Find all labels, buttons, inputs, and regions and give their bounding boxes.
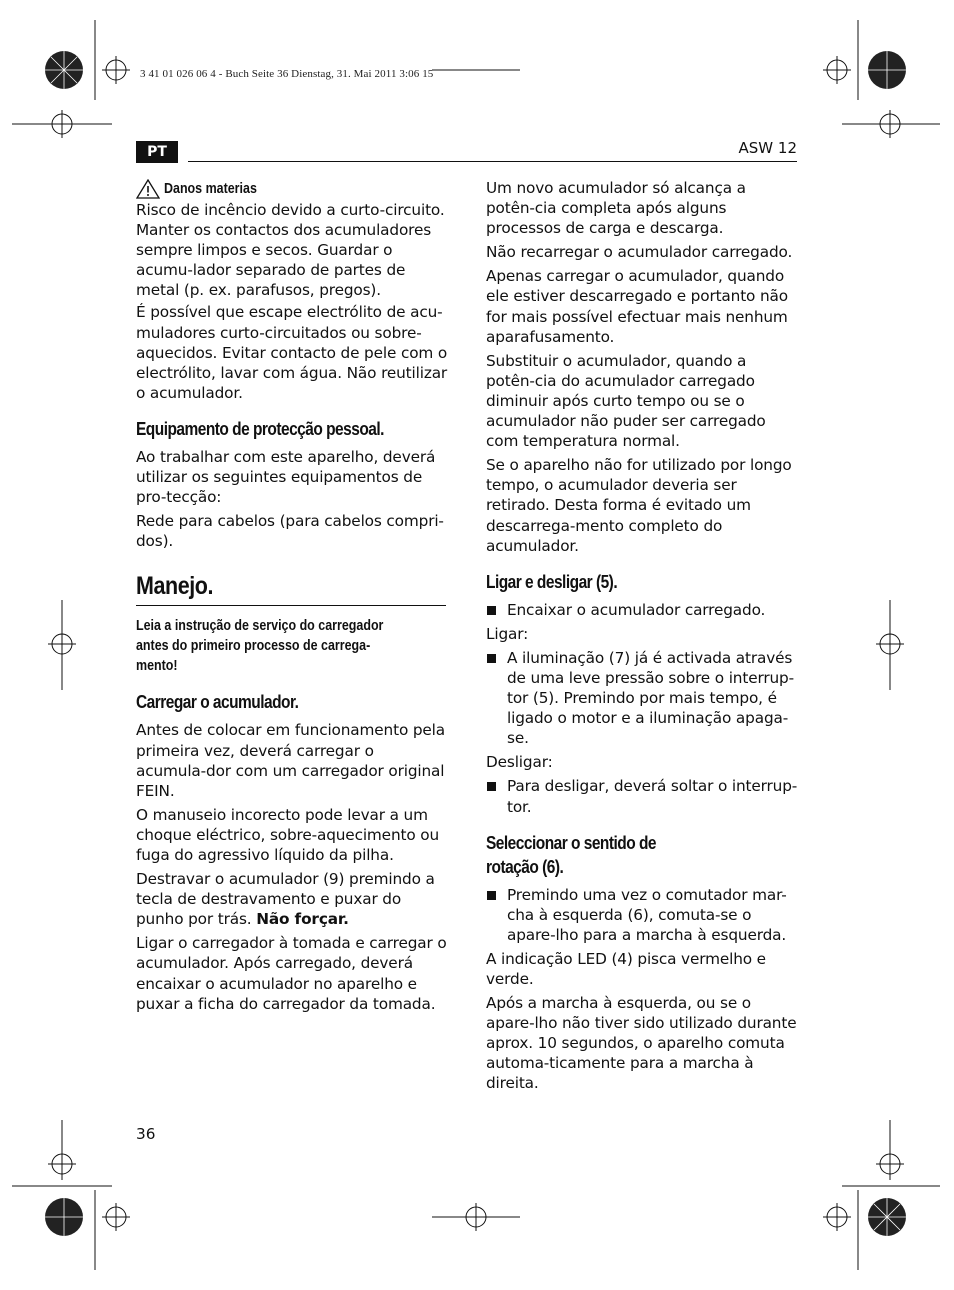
ppe-text-2: Rede para cabelos (para cabelos compri-dos).: [136, 512, 444, 551]
left-column: [136, 178, 448, 1018]
charge-heading: Carregar o acumulador.: [136, 692, 299, 713]
bullet-square-icon: [486, 600, 507, 620]
header-rule: [188, 161, 797, 162]
battery-text-4: Substituir o acumulador, quando a potên-cia do acumulador carregado diminuir após curto tempo ou se o acumulador não puder ser carregado com temperatura normal.: [486, 351, 766, 451]
warning-title: Danos materias: [164, 181, 257, 197]
warning-triangle-icon: [136, 179, 160, 199]
list-item: Encaixar o acumulador carregado.: [486, 600, 798, 620]
charge-text-4: Ligar o carregador à tomada e carregar o acumulador. Após carregado, deverá encaixar o acumulador no aparelho e puxar a ficha do carregador da tomada.: [136, 934, 447, 1013]
led-text: A indicação LED (4) pisca vermelho e verde.: [486, 949, 766, 988]
list-item: A iluminação (7) já é activada através de uma leve pressão sobre o interrup-tor (5). Premindo por mais tempo, é ligado o motor e a iluminação apaga-se.: [486, 648, 798, 748]
charge-text-1: Antes de colocar em funcionamento pela primeira vez, deverá carregar o acumula-dor com um carregador original FEIN.: [136, 721, 446, 800]
ligar-label: Ligar:: [486, 624, 529, 643]
charge-text-3-bold: Não forçar.: [256, 910, 349, 929]
rotation-heading: Seleccionar o sentido de rotação (6).: [486, 832, 656, 877]
warning-text-2: É possível que escape electrólito de acu-muladores curto-circuitados ou sobre-aquecidos. Evitar contacto de pele com o electrólito, lavar com água. Não reutilizar o acumulador.: [136, 303, 448, 402]
battery-text-5: Se o aparelho não for utilizado por longo tempo, o acumulador deveria ser retirado. Desta forma é evitado um descarrega-mento completo do acumulador.: [486, 456, 792, 555]
battery-text-1: Um novo acumulador só alcança a potên-cia completa após alguns processos de carga e descarga.: [486, 179, 746, 238]
charge-text-2: O manuseio incorecto pode levar a um choque eléctrico, sobre-aquecimento ou fuga do agressivo líquido da pilha.: [136, 805, 440, 864]
ppe-text-1: Ao trabalhar com este aparelho, deverá utilizar os seguintes equipamentos de pro-tecção:: [136, 447, 436, 507]
desligar-label: Desligar:: [486, 753, 553, 772]
battery-text-3: Apenas carregar o acumulador, quando ele estiver descarregado e portanto não for mais possível efectuar mais nenhum aparafusamento.: [486, 267, 788, 346]
page-number: 36: [136, 1125, 156, 1143]
bullet-square-icon: [486, 885, 507, 945]
language-badge: PT: [136, 141, 178, 163]
bullet-square-icon: [486, 776, 507, 816]
section-heading-manejo: Manejo.: [136, 572, 214, 601]
onoff-heading: Ligar e desligar (5).: [486, 571, 618, 592]
bullet-square-icon: [486, 648, 507, 748]
section-rule: [136, 605, 446, 606]
warning-heading: [136, 178, 448, 200]
battery-text-2: Não recarregar o acumulador carregado.: [486, 243, 793, 262]
manejo-note: Leia a instrução de serviço do carregador antes do primeiro processo de carrega- mento!: [136, 618, 384, 675]
list-item: Para desligar, deverá soltar o interrup-tor.: [486, 776, 798, 816]
model-name: ASW 12: [738, 139, 797, 157]
list-item: Premindo uma vez o comutador mar-cha à esquerda (6), comuta-se o apare-lho para a marcha à esquerda.: [486, 885, 798, 945]
rotation-text: Após a marcha à esquerda, ou se o apare-lho não tiver sido utilizado durante aprox. 10 segundos, o aparelho comuta automa-ticamente para a marcha à direita.: [486, 994, 797, 1093]
right-column: [486, 178, 798, 1098]
charge-text-3: Destravar o acumulador (9) premindo a tecla de destravamento e puxar do punho por trás. Não forçar.: [136, 870, 435, 929]
print-info: 3 41 01 026 06 4 - Buch Seite 36 Dienstag, 31. Mai 2011 3:06 15: [140, 68, 434, 80]
warning-text-1: Risco de incêncio devido a curto-circuito. Manter os contactos dos acumuladores sempre limpos e secos. Guardar o acumu-lador separado de partes de metal (p. ex. parafusos, pregos).: [136, 201, 445, 300]
ppe-heading: Equipamento de protecção pessoal.: [136, 418, 384, 439]
